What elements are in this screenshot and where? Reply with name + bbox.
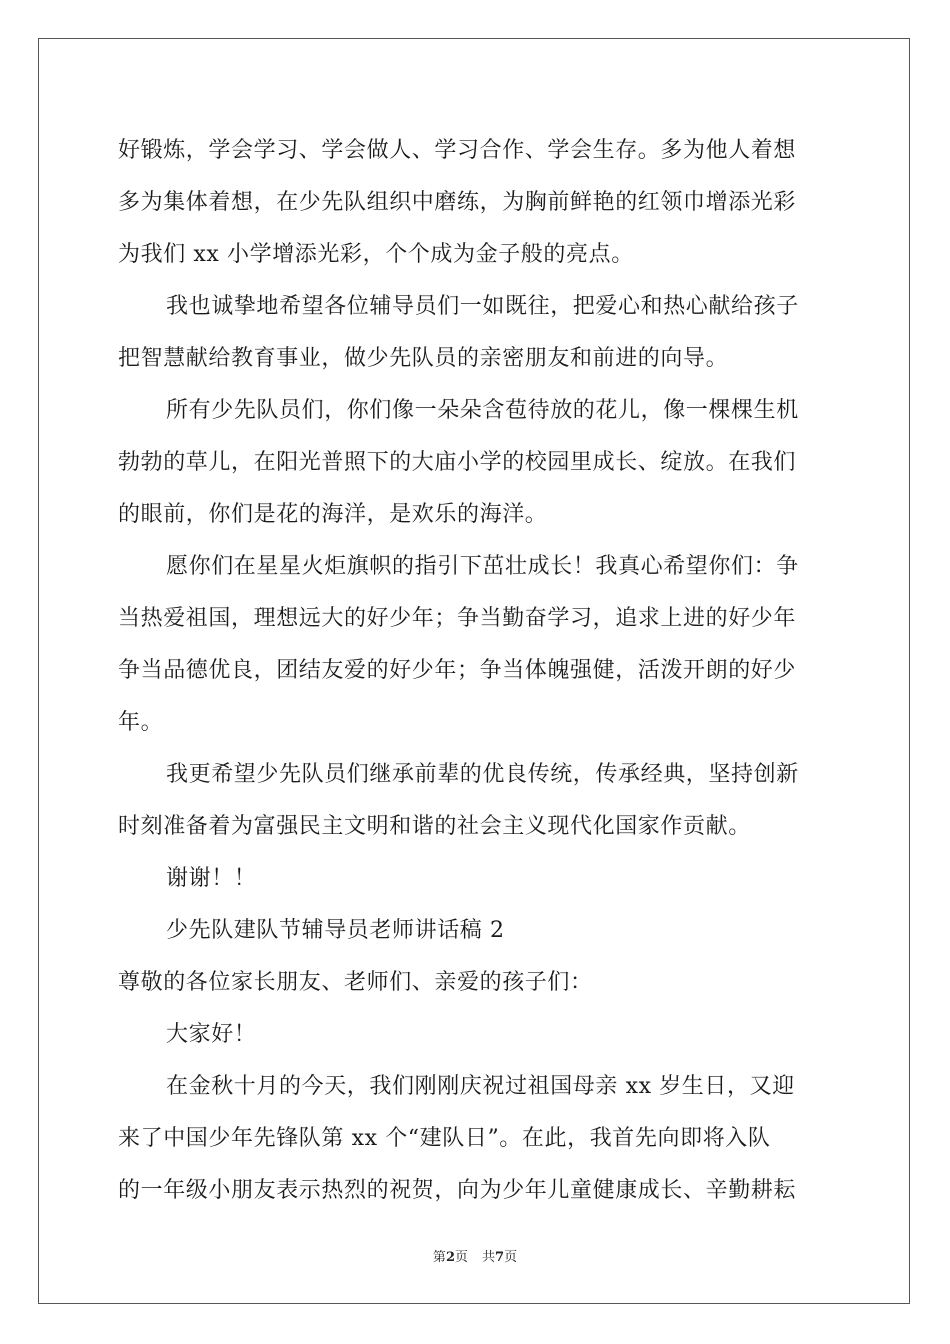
- text-line-8: 的眼前，你们是花的海洋，是欢乐的海洋。: [118, 502, 548, 527]
- page-footer: [0, 1246, 950, 1265]
- text-line-5: 把智慧献给教育事业，做少先队员的亲密朋友和前进的向导。: [118, 346, 729, 371]
- text-line-4: 我也诚挚地希望各位辅导员们一如既往，把爱心和热心献给孩子: [166, 294, 799, 319]
- section-title: 少先队建队节辅导员老师讲话稿 2: [166, 918, 505, 943]
- page-suffix: 页: [454, 1250, 468, 1265]
- page-prefix: 第: [432, 1250, 446, 1265]
- text-line-7: 勃勃的草儿，在阳光普照下的大庙小学的校园里成长、绽放。在我们: [118, 450, 797, 475]
- text-line-12: 年。: [118, 710, 164, 735]
- text-line-9: 愿你们在星星火炬旗帜的指引下茁壮成长！我真心希望你们：争: [166, 554, 799, 579]
- page-number: 2: [445, 1250, 455, 1265]
- text-line-1: 好锻炼，学会学习、学会做人、学习合作、学会生存。多为他人着想: [118, 138, 797, 163]
- text-line-2: 多为集体着想，在少先队组织中磨练，为胸前鲜艳的红领巾增添光彩: [118, 190, 797, 215]
- greeting: 大家好！: [166, 1022, 257, 1047]
- text-line-20: 来了中国少年先锋队第 xx 个“建队日”。在此，我首先向即将入队: [118, 1126, 771, 1151]
- salutation: 尊敬的各位家长朋友、老师们、亲爱的孩子们：: [118, 970, 593, 995]
- text-line-21: 的一年级小朋友表示热烈的祝贺，向为少年儿童健康成长、辛勤耕耘: [118, 1178, 797, 1203]
- text-line-19: 在金秋十月的今天，我们刚刚庆祝过祖国母亲 xx 岁生日，又迎: [166, 1074, 795, 1099]
- text-line-15: 谢谢！！: [166, 866, 257, 891]
- total-suffix: 页: [504, 1250, 518, 1265]
- text-line-10: 当热爱祖国，理想远大的好少年；争当勤奋学习，追求上进的好少年: [118, 606, 797, 631]
- text-line-11: 争当品德优良，团结友爱的好少年；争当体魄强健，活泼开朗的好少: [118, 658, 797, 683]
- text-line-14: 时刻准备着为富强民主文明和谐的社会主义现代化国家作贡献。: [118, 814, 751, 839]
- text-line-13: 我更希望少先队员们继承前辈的优良传统，传承经典，坚持创新: [166, 762, 799, 787]
- text-line-3: 为我们 xx 小学增添光彩，个个成为金子般的亮点。: [118, 242, 634, 267]
- text-line-6: 所有少先队员们，你们像一朵朵含苞待放的花儿，像一棵棵生机: [166, 398, 799, 423]
- total-prefix: 共: [482, 1250, 496, 1265]
- document-body: [118, 125, 834, 1217]
- total-pages: 7: [495, 1250, 505, 1265]
